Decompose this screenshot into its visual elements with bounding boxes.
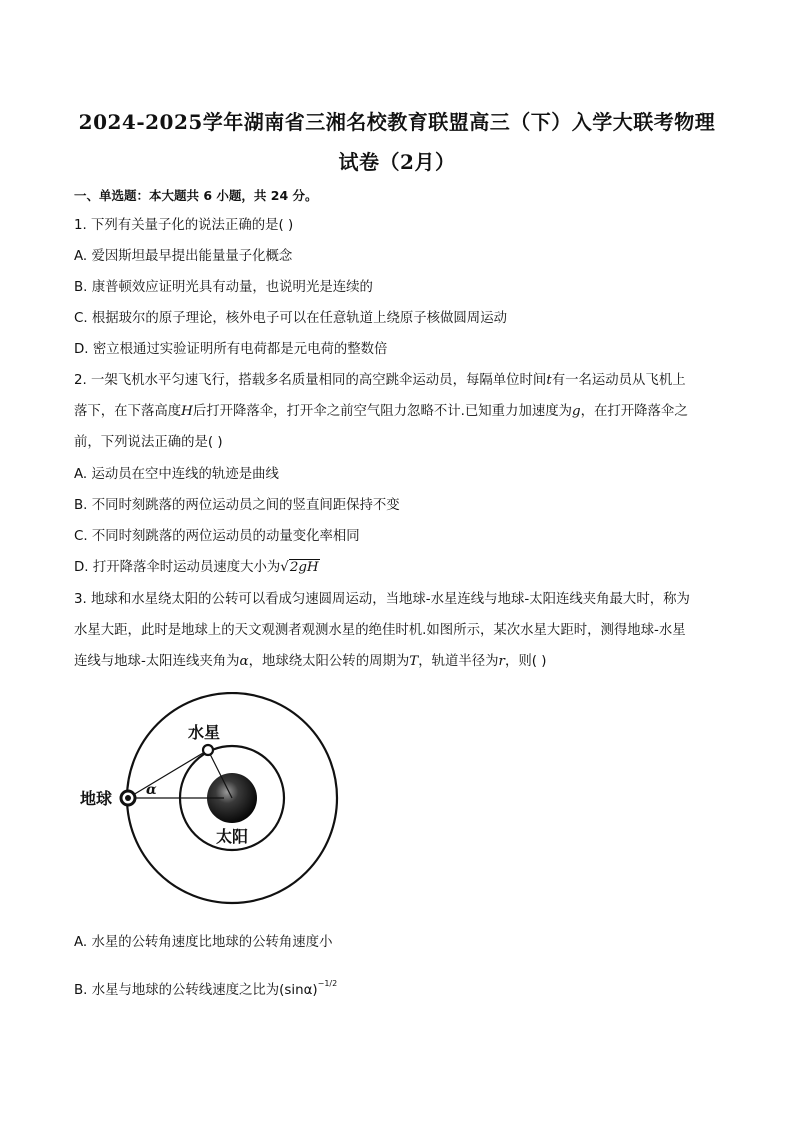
sqrt-sign: √ — [280, 560, 289, 575]
q2-option-a: A. 运动员在空中连线的轨迹是曲线 — [74, 467, 279, 482]
q2-stem-line-3: 前，下列说法正确的是( ) — [74, 435, 223, 450]
q2-option-b: B. 不同时刻跳落的两位运动员之间的竖直间距保持不变 — [74, 498, 400, 513]
q2-option-d-text: D. 打开降落伞时运动员速度大小为 — [74, 560, 281, 575]
q2-stem-line-2 — [74, 402, 724, 422]
q1-option-d: D. 密立根通过实验证明所有电荷都是元电荷的整数倍 — [74, 342, 388, 357]
q2-text: 落下，在下落高度 — [74, 404, 182, 419]
earth-label: 地球 — [80, 789, 113, 808]
q2-stem-line-1 — [74, 371, 724, 391]
q2-text: 后打开降落伞，打开伞之前空气阻力忽略不计.已知重力加速度为 — [192, 404, 573, 419]
q1-stem: 1. 下列有关量子化的说法正确的是( ) — [74, 218, 294, 233]
q2-text: 2. 一架飞机水平匀速飞行，搭载多名质量相同的高空跳伞运动员，每隔单位时间 — [74, 373, 547, 388]
q3-var-alpha: α — [239, 654, 249, 669]
q3-option-b-text: B. 水星与地球的公转线速度之比为(sinα) — [74, 983, 318, 998]
q3-text: ，轨道半径为 — [418, 654, 499, 669]
section-heading: 一、单选题：本大题共 6 小题，共 24 分。 — [74, 188, 318, 203]
sqrt-radicand: 2gH — [289, 560, 319, 575]
q2-text: ，在打开降落伞之 — [580, 404, 688, 419]
q3-var-r: r — [498, 654, 505, 669]
q3-stem-line-3 — [74, 652, 724, 672]
q3-text: 连线与地球-太阳连线夹角为 — [74, 654, 240, 669]
exam-title-line-1: 2024-2025学年湖南省三湘名校教育联盟高三（下）入学大联考物理 — [78, 110, 716, 134]
q2-option-d — [74, 558, 724, 578]
q2-text: 有一名运动员从飞机上 — [551, 373, 686, 388]
q3-text: ，地球绕太阳公转的周期为 — [248, 654, 410, 669]
sun-label: 太阳 — [216, 827, 249, 846]
earth-planet-core — [125, 795, 131, 801]
q2-var-H: H — [181, 404, 193, 419]
q1-option-c: C. 根据玻尔的原子理论，核外电子可以在任意轨道上绕原子核做圆周运动 — [74, 311, 507, 326]
q3-text: ，则( ) — [504, 654, 547, 669]
q3-option-b-exponent: −1/2 — [317, 979, 338, 988]
q3-stem-line-1: 3. 地球和水星绕太阳的公转可以看成匀速圆周运动，当地球-水星连线与地球-太阳连线夹角最大时，称为 — [74, 592, 690, 607]
mercury-planet — [203, 745, 213, 755]
q1-option-a: A. 爱因斯坦最早提出能量量子化概念 — [74, 249, 293, 264]
q2-option-c: C. 不同时刻跳落的两位运动员的动量变化率相同 — [74, 529, 360, 544]
q3-var-T: T — [409, 654, 419, 669]
mercury-label: 水星 — [188, 723, 221, 742]
exam-title-line-2: 试卷（2月） — [338, 150, 456, 174]
q1-option-b: B. 康普顿效应证明光具有动量，也说明光是连续的 — [74, 280, 373, 295]
alpha-label: α — [146, 782, 157, 798]
q3-option-b — [74, 974, 724, 1001]
earth-mercury-line — [128, 750, 208, 798]
q2-var-t: t — [546, 373, 552, 388]
orbit-diagram — [74, 692, 374, 912]
q3-stem-line-2: 水星大距，此时是地球上的天文观测者观测水星的绝佳时机.如图所示，某次水星大距时，测得地球-水星 — [74, 623, 686, 638]
q2-var-g: g — [572, 404, 581, 419]
q3-option-a: A. 水星的公转角速度比地球的公转角速度小 — [74, 935, 333, 950]
